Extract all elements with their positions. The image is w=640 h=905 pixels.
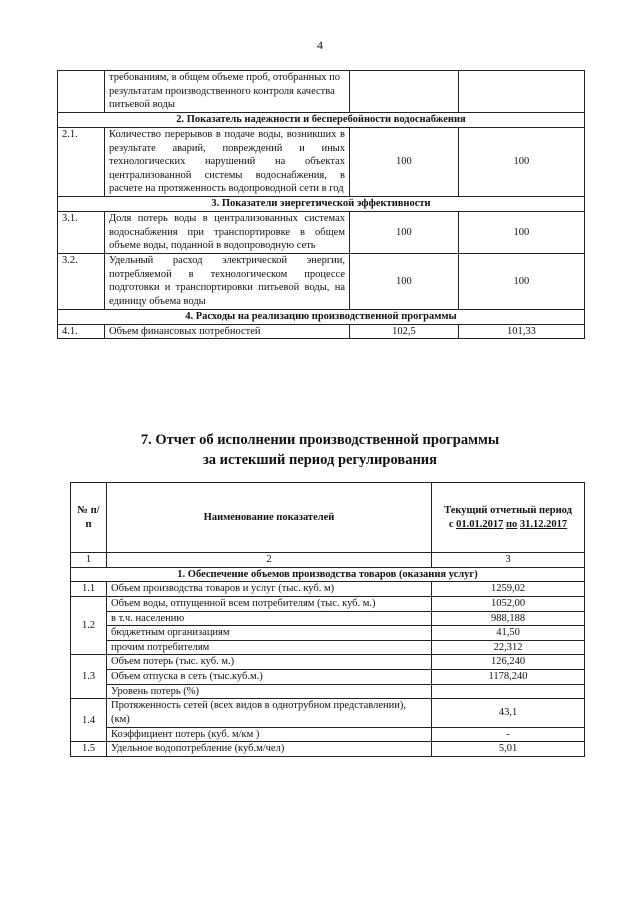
table-row — [58, 127, 585, 196]
report-table — [70, 482, 585, 757]
row-number: 3.2. — [58, 254, 105, 310]
table-row — [58, 71, 585, 113]
row-number: 2.1. — [58, 127, 105, 196]
table-row: 1.5 Удельное водопотребление (куб.м/чел) 5,01 — [71, 742, 585, 757]
header-row — [71, 483, 585, 553]
header-name: Наименование показателей — [107, 483, 432, 553]
row-value-2: 101,33 — [458, 324, 584, 339]
row-value-2: 100 — [458, 254, 584, 310]
section-title: 2. Показатель надежности и бесперебойности водоснабжения — [58, 112, 585, 127]
table-row — [58, 324, 585, 339]
table-row — [58, 212, 585, 254]
section-row — [58, 112, 585, 127]
row-number: 4.1. — [58, 324, 105, 339]
table-row: бюджетным организациям 41,50 — [71, 626, 585, 641]
period-label: Текущий отчетный период — [444, 504, 572, 516]
table-row — [58, 254, 585, 310]
header-period — [432, 483, 585, 553]
row-value-1: 100 — [350, 127, 459, 196]
row-value-2: 100 — [458, 127, 584, 196]
report-heading-line1: 7. Отчет об исполнении производственной программы — [140, 432, 500, 448]
table-row: 1.1 Объем производства товаров и услуг (тыс. куб. м) 1259,02 — [71, 582, 585, 597]
period-range: с 01.01.2017 по 31.12.2017 — [448, 518, 568, 530]
section-row — [58, 309, 585, 324]
section-title: 3. Показатели энергетической эффективности — [58, 197, 585, 212]
section-title: 4. Расходы на реализацию производственной программы — [58, 309, 585, 324]
row-value-1: 100 — [350, 212, 459, 254]
row-number: 3.1. — [58, 212, 105, 254]
row-text: Доля потерь воды в централизованных системах водоснабжения при транспортировке в общем объеме воды, поданной в водопроводную сеть — [105, 212, 350, 254]
period-from: 01.01.2017 — [456, 518, 504, 530]
period-to: 31.12.2017 — [519, 518, 568, 530]
table-row: в т.ч. населению 988,188 — [71, 611, 585, 626]
period-to-word: по — [505, 518, 518, 530]
table-row: прочим потребителям 22,312 — [71, 640, 585, 655]
row-value-1: 102,5 — [350, 324, 459, 339]
report-heading-line2: за истекший период регулирования — [202, 452, 438, 468]
section-row — [71, 567, 585, 582]
row-text: Удельный расход электрической энергии, потребляемой в технологическом процессе подготовки и транспортировки питьевой воды, на единицу объема воды — [105, 254, 350, 310]
row-value-1: 100 — [350, 254, 459, 310]
report-heading — [0, 430, 640, 470]
table-row: Объем отпуска в сеть (тыс.куб.м.) 1178,240 — [71, 670, 585, 685]
header-num: № п/п — [71, 483, 107, 553]
row-text: Объем финансовых потребностей — [105, 324, 350, 339]
section-row — [58, 197, 585, 212]
continuation-text: требованиям, в общем объеме проб, отобранных по результатам производственного контроля качества питьевой воды — [105, 71, 350, 113]
table-row: 1.3 Объем потерь (тыс. куб. м.) 126,240 — [71, 655, 585, 670]
table-row: Коэффициент потерь (куб. м/км ) - — [71, 727, 585, 742]
indicators-table — [57, 70, 585, 339]
table-row: 1.2 Объем воды, отпущенной всем потребителям (тыс. куб. м.) 1052,00 — [71, 596, 585, 611]
index-row: 1 2 3 — [71, 553, 585, 568]
row-text: Количество перерывов в подаче воды, возникших в результате аварий, повреждений и иных технологических нарушений на объектах централизованной системы водоснабжения, в расчете на протяженность водопроводной сети в год — [105, 127, 350, 196]
table-row: Уровень потерь (%) — [71, 684, 585, 699]
page-number: 4 — [317, 38, 323, 52]
table-row: 1.4 Протяженность сетей (всех видов в однотрубном представлении), (км) 43,1 — [71, 699, 585, 727]
row-value-2: 100 — [458, 212, 584, 254]
section-title: 1. Обеспечение объемов производства товаров (оказания услуг) — [71, 567, 585, 582]
